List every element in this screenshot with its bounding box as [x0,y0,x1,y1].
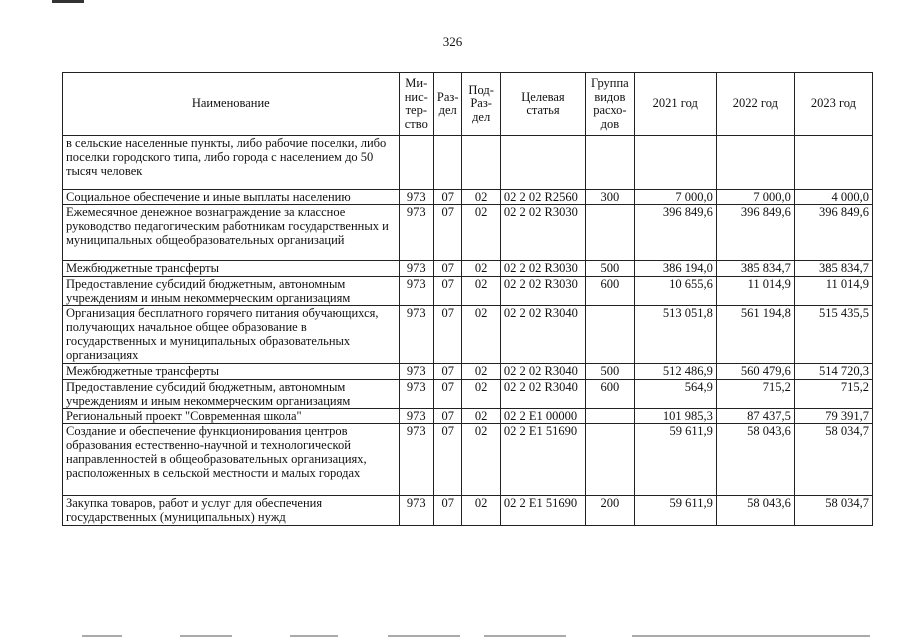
row-2023-cell: 11 014,9 [794,277,872,306]
row-name-cell: Предоставление субсидий бюджетным, автономным учреждениям и иным некоммерческим организациям [63,277,400,306]
row-section-cell: 07 [434,409,462,424]
header-ministry: Ми- нис- тер- ство [399,73,433,136]
row-2022-cell: 560 479,6 [716,364,794,380]
row-2023-cell: 58 034,7 [794,496,872,526]
row-article-cell: 02 2 02 R2560 [500,190,585,205]
row-name-cell: Закупка товаров, работ и услуг для обеспечения государственных (муниципальных) нужд [63,496,400,526]
row-subsection-cell [462,136,501,190]
row-2021-cell: 513 051,8 [634,306,716,364]
row-2023-cell: 58 034,7 [794,424,872,496]
header-2022: 2022 год [716,73,794,136]
row-ministry-cell: 973 [399,364,433,380]
row-section-cell: 07 [434,496,462,526]
header-2023: 2023 год [794,73,872,136]
header-target-article: Целевая статья [500,73,585,136]
row-section-cell: 07 [434,424,462,496]
table-row [63,424,873,496]
row-2021-cell: 59 611,9 [634,496,716,526]
header-subsection: Под- Раз- дел [462,73,501,136]
table-row [63,409,873,424]
row-group-cell [586,409,635,424]
page-number: 326 [442,34,463,49]
row-name-cell: Межбюджетные трансферты [63,261,400,277]
row-section-cell: 07 [434,277,462,306]
row-2023-cell: 4 000,0 [794,190,872,205]
row-ministry-cell [399,136,433,190]
row-2021-cell: 10 655,6 [634,277,716,306]
budget-table [62,72,873,526]
row-name-cell: Социальное обеспечение и иные выплаты населению [63,190,400,205]
row-2022-cell: 87 437,5 [716,409,794,424]
table-row [63,496,873,526]
row-2021-cell: 59 611,9 [634,424,716,496]
row-2021-cell: 396 849,6 [634,205,716,261]
row-2022-cell: 58 043,6 [716,424,794,496]
row-2022-cell: 385 834,7 [716,261,794,277]
row-2021-cell: 386 194,0 [634,261,716,277]
row-article-cell: 02 2 E1 51690 [500,496,585,526]
row-group-cell [586,205,635,261]
table-row [63,205,873,261]
row-subsection-cell: 02 [462,190,501,205]
row-group-cell: 200 [586,496,635,526]
header-name: Наименование [63,73,400,136]
row-subsection-cell: 02 [462,409,501,424]
row-group-cell: 500 [586,261,635,277]
row-ministry-cell: 973 [399,496,433,526]
row-2021-cell [634,136,716,190]
row-subsection-cell: 02 [462,306,501,364]
row-ministry-cell: 973 [399,277,433,306]
row-2023-cell: 396 849,6 [794,205,872,261]
row-2023-cell: 515 435,5 [794,306,872,364]
row-subsection-cell: 02 [462,205,501,261]
row-2022-cell: 7 000,0 [716,190,794,205]
row-section-cell: 07 [434,205,462,261]
table-row [63,190,873,205]
header-2021: 2021 год [634,73,716,136]
row-2023-cell: 514 720,3 [794,364,872,380]
row-name-cell: Межбюджетные трансферты [63,364,400,380]
row-article-cell [500,136,585,190]
row-ministry-cell: 973 [399,205,433,261]
row-name-cell: Региональный проект "Современная школа" [63,409,400,424]
row-section-cell: 07 [434,380,462,409]
row-article-cell: 02 2 02 R3040 [500,306,585,364]
row-group-cell [586,136,635,190]
row-group-cell: 300 [586,190,635,205]
header-section: Раз- дел [434,73,462,136]
row-article-cell: 02 2 02 R3030 [500,261,585,277]
row-2021-cell: 7 000,0 [634,190,716,205]
row-group-cell: 500 [586,364,635,380]
row-section-cell [434,136,462,190]
row-ministry-cell: 973 [399,409,433,424]
row-ministry-cell: 973 [399,190,433,205]
row-subsection-cell: 02 [462,424,501,496]
row-article-cell: 02 2 E1 00000 [500,409,585,424]
row-2022-cell: 396 849,6 [716,205,794,261]
row-2023-cell: 385 834,7 [794,261,872,277]
row-2022-cell: 11 014,9 [716,277,794,306]
row-2022-cell: 715,2 [716,380,794,409]
row-subsection-cell: 02 [462,277,501,306]
row-article-cell: 02 2 02 R3040 [500,380,585,409]
table-row [63,277,873,306]
table-row [63,261,873,277]
row-group-cell [586,306,635,364]
scan-mark-top [52,0,84,3]
row-section-cell: 07 [434,190,462,205]
row-subsection-cell: 02 [462,496,501,526]
row-name-cell: Предоставление субсидий бюджетным, автономным учреждениям и иным некоммерческим организациям [63,380,400,409]
row-subsection-cell: 02 [462,261,501,277]
row-group-cell [586,424,635,496]
row-subsection-cell: 02 [462,380,501,409]
table-row [63,306,873,364]
row-ministry-cell: 973 [399,261,433,277]
table-row [63,136,873,190]
row-article-cell: 02 2 02 R3030 [500,277,585,306]
row-article-cell: 02 2 02 R3030 [500,205,585,261]
row-2021-cell: 101 985,3 [634,409,716,424]
row-name-cell: Создание и обеспечение функционирования центров образования естественно-научной и технологической направленностей в общеобразовательных организациях, расположенных в сельской местности и малых городах [63,424,400,496]
row-name-cell: Организация бесплатного горячего питания обучающихся, получающих начальное общее образование в государственных и муниципальных образовательных организациях [63,306,400,364]
row-section-cell: 07 [434,364,462,380]
row-group-cell: 600 [586,277,635,306]
row-2023-cell: 79 391,7 [794,409,872,424]
row-section-cell: 07 [434,306,462,364]
row-ministry-cell: 973 [399,306,433,364]
row-ministry-cell: 973 [399,424,433,496]
row-2021-cell: 512 486,9 [634,364,716,380]
row-name-cell: Ежемесячное денежное вознаграждение за классное руководство педагогическим работникам государственных и муниципальных общеобразовательных организаций [63,205,400,261]
row-subsection-cell: 02 [462,364,501,380]
row-section-cell: 07 [434,261,462,277]
row-2022-cell: 561 194,8 [716,306,794,364]
row-2023-cell [794,136,872,190]
table-row [63,364,873,380]
header-expense-group: Группа видов расхо- дов [586,73,635,136]
row-2023-cell: 715,2 [794,380,872,409]
row-ministry-cell: 973 [399,380,433,409]
row-2021-cell: 564,9 [634,380,716,409]
row-2022-cell: 58 043,6 [716,496,794,526]
row-article-cell: 02 2 02 R3040 [500,364,585,380]
row-name-cell: в сельские населенные пункты, либо рабочие поселки, либо поселки городского типа, либо города с населением до 50 тысяч человек [63,136,400,190]
table-row [63,380,873,409]
table-header-row [63,73,873,136]
row-group-cell: 600 [586,380,635,409]
row-2022-cell [716,136,794,190]
row-article-cell: 02 2 E1 51690 [500,424,585,496]
